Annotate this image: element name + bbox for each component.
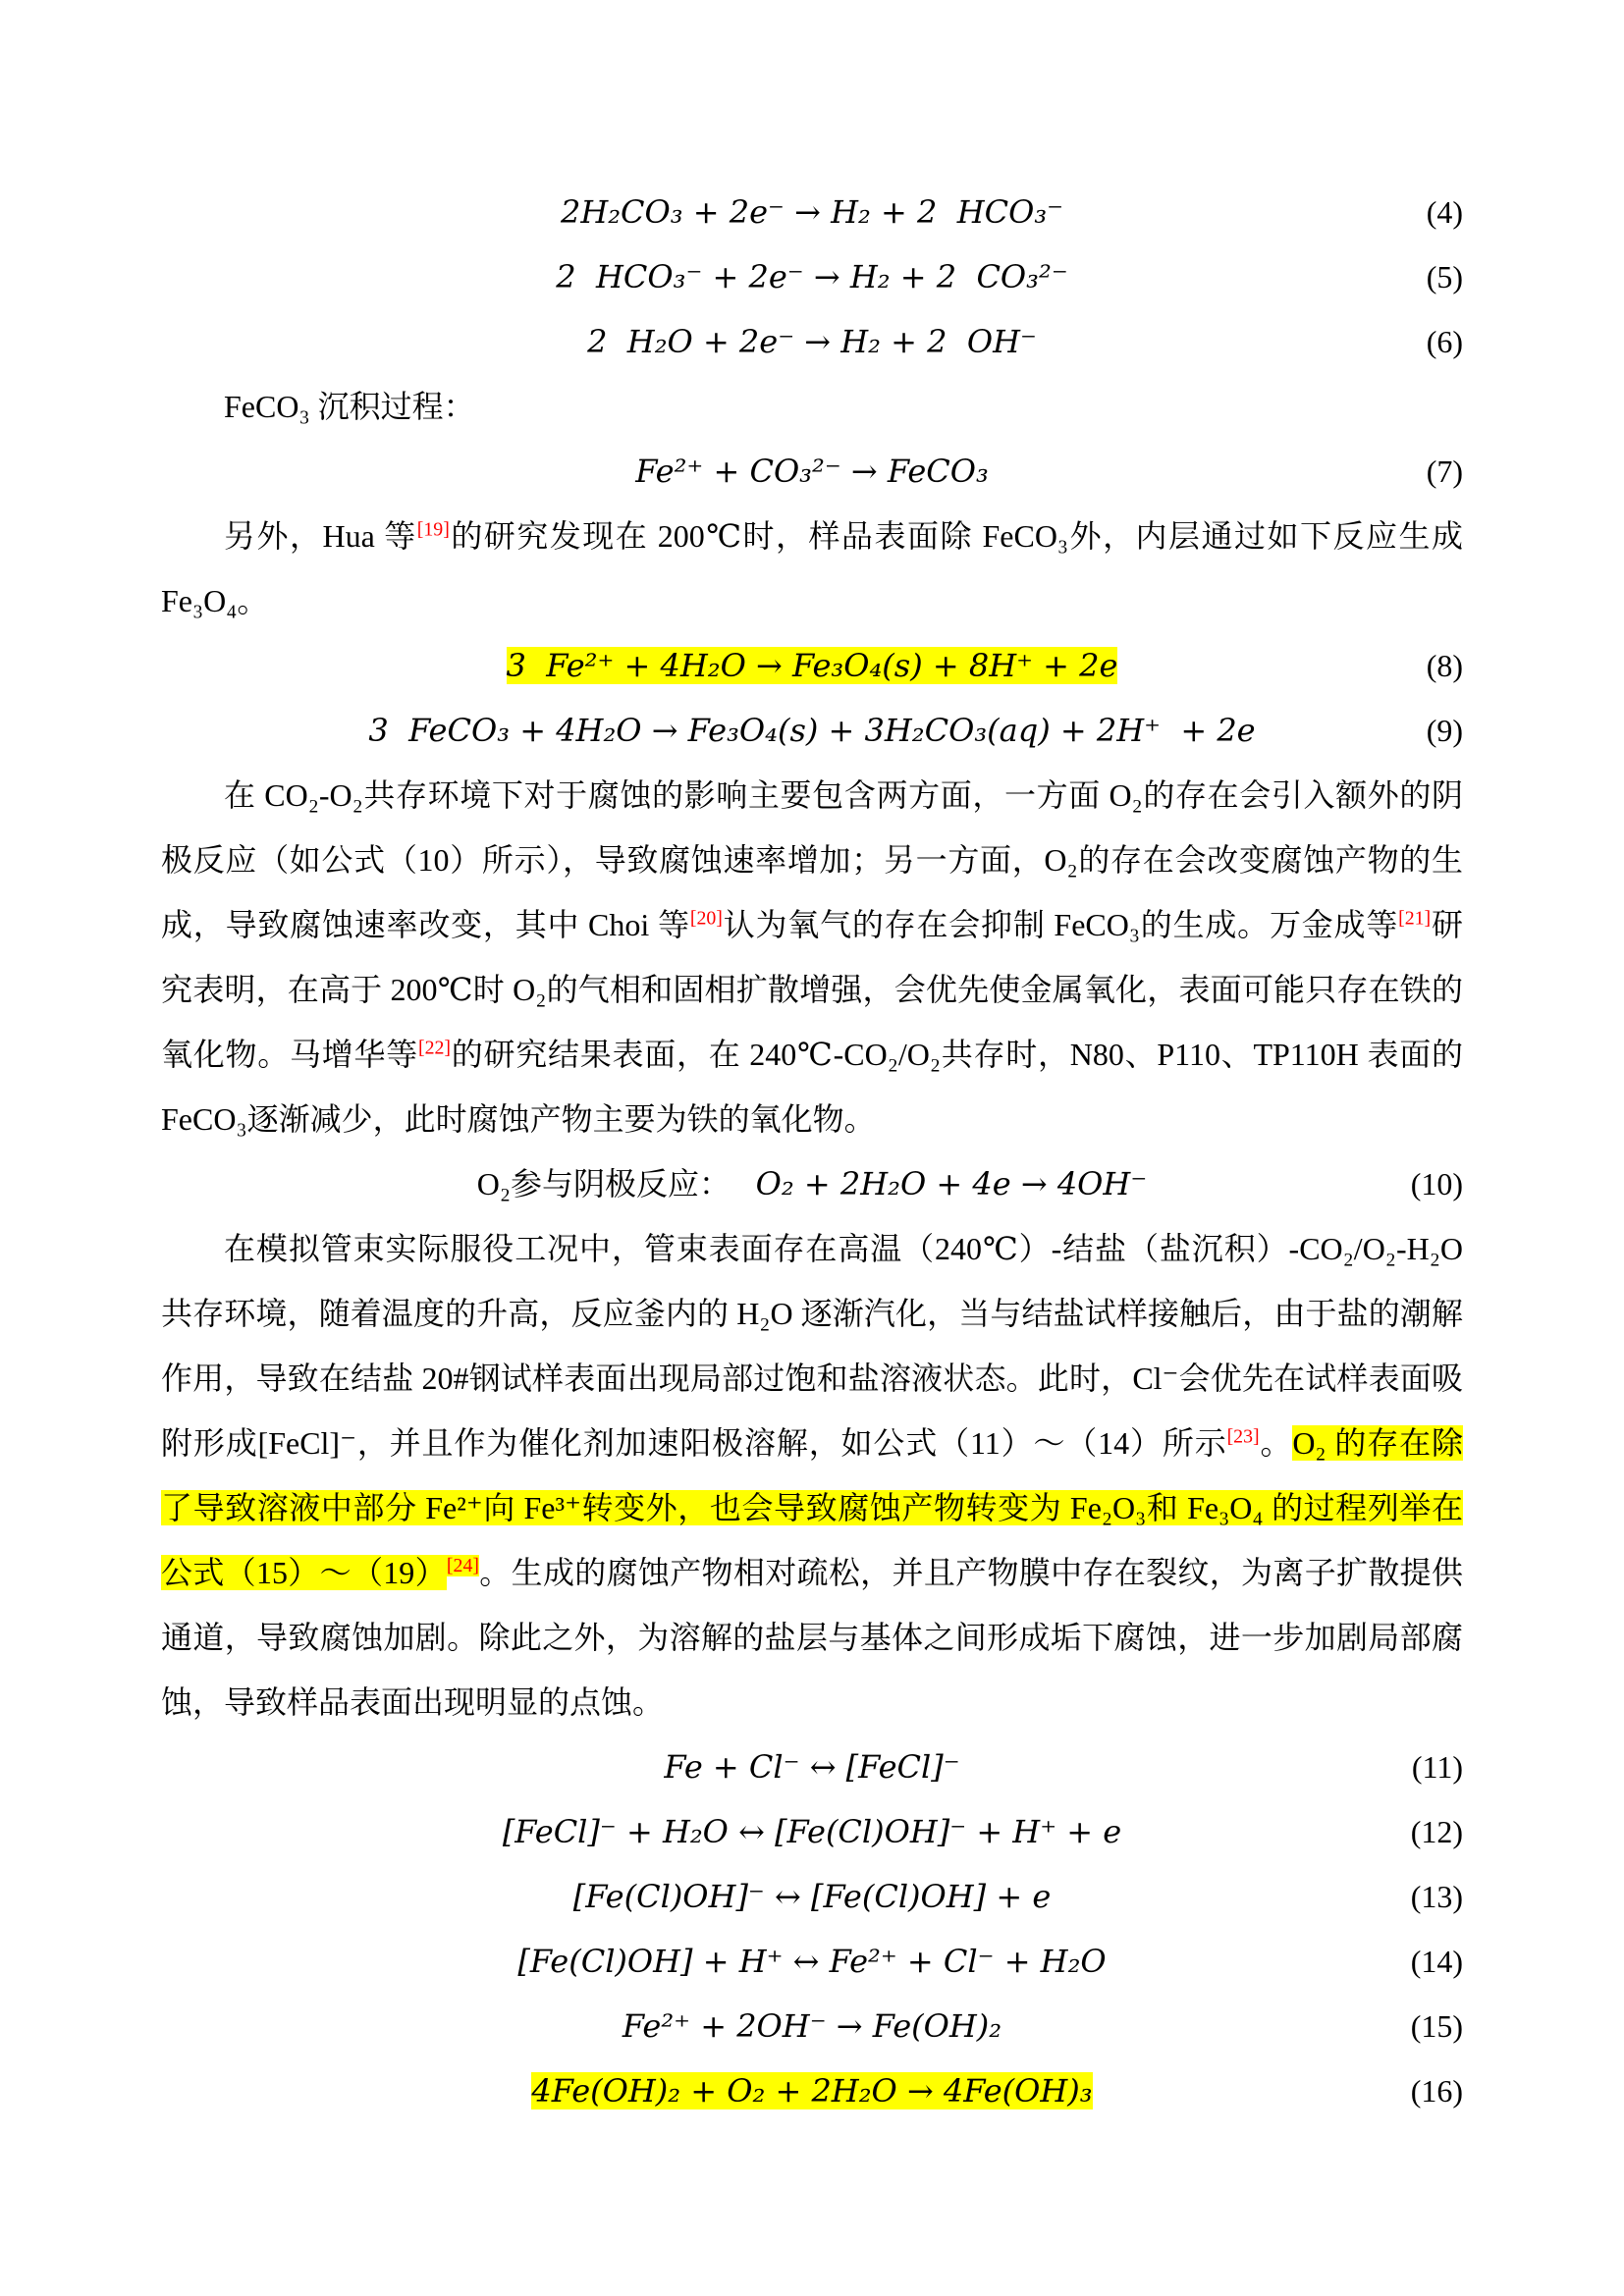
- equation-13-number: (13): [1410, 1879, 1463, 1914]
- text-run: 的研究结果表面，在 240℃-CO₂/O₂共存时，N80、P110、TP110H 表面的 FeCO₃逐渐减少，此时腐蚀产物主要为铁的氧化物。: [161, 1037, 1463, 1137]
- citation-19: [19]: [416, 518, 450, 541]
- equation-12: [161, 1799, 1463, 1864]
- text-run: 认为氧气的存在会抑制 FeCO₃的生成。万金成等: [722, 907, 1399, 942]
- feco3-deposition-label: [161, 374, 1463, 439]
- equation-15-formula: Fe²⁺ + 2OH⁻ → Fe(OH)₂: [622, 2007, 1002, 2045]
- equation-10-number: (10): [1410, 1166, 1463, 1201]
- equation-4: [161, 180, 1463, 244]
- equation-7-formula: Fe²⁺ + CO₃²⁻ → FeCO₃: [635, 453, 989, 490]
- equation-14-number: (14): [1410, 1944, 1463, 1979]
- text-run: 在模拟管束实际服役工况中，管束表面存在高温（240℃）-结盐（盐沉积）-CO₂/O₂-H₂O 共存环境，随着温度的升高，反应釜内的 H₂O 逐渐汽化，当与结盐试样接触后，由于盐的潮解作用，导致在结盐 20#钢试样表面出现局部过饱和盐溶液状态。此时，Cl⁻会优先在试样表面吸附形成[FeCl]⁻，并且作为催化剂加速阳极溶解，如公式（11）～（14）所示: [161, 1231, 1463, 1461]
- equation-7-number: (7): [1426, 454, 1463, 489]
- equation-10-formula: O₂ + 2H₂O + 4e → 4OH⁻: [755, 1165, 1148, 1202]
- citation-20: [20]: [689, 907, 723, 930]
- paragraph-simulated-service: [161, 1216, 1463, 1735]
- equation-6-formula: 2 H₂O + 2e⁻ → H₂ + 2 OH⁻: [587, 323, 1037, 360]
- text-run: 的研究发现在 200℃时，样品表面除 FeCO₃外，内层通过如下反应生成 Fe₃O₄。: [161, 518, 1463, 618]
- text-run: 。生成的腐蚀产物相对疏松，并且产物膜中存在裂纹，为离子扩散提供通道，导致腐蚀加剧。除此之外，为溶解的盐层与基体之间形成垢下腐蚀，进一步加剧局部腐蚀，导致样品表面出现明显的点蚀。: [161, 1555, 1463, 1720]
- equation-11: [161, 1735, 1463, 1799]
- equation-16-number: (16): [1410, 2073, 1463, 2109]
- equation-13-formula: [Fe(Cl)OH]⁻ ↔ [Fe(Cl)OH] + e: [572, 1878, 1052, 1915]
- equation-9-formula: 3 FeCO₃ + 4H₂O → Fe₃O₄(s) + 3H₂CO₃(aq) + 2H⁺ + 2e: [368, 712, 1256, 749]
- equation-9-number: (9): [1426, 713, 1463, 748]
- text-run: 。: [1259, 1425, 1293, 1461]
- citation-24: [24]: [446, 1555, 479, 1577]
- equation-16-formula-highlighted: 4Fe(OH)₂ + O₂ + 2H₂O → 4Fe(OH)₃: [531, 2072, 1093, 2109]
- equation-8-formula-highlighted: 3 Fe²⁺ + 4H₂O → Fe₃O₄(s) + 8H⁺ + 2e: [506, 647, 1118, 684]
- equation-12-number: (12): [1410, 1814, 1463, 1849]
- equation-7: [161, 439, 1463, 504]
- equation-5-number: (5): [1426, 259, 1463, 294]
- equation-4-number: (4): [1426, 194, 1463, 230]
- paragraph-co2-o2-effects: [161, 763, 1463, 1151]
- equation-6-number: (6): [1426, 324, 1463, 359]
- citation-23: [23]: [1226, 1425, 1260, 1448]
- equation-5-formula: 2 HCO₃⁻ + 2e⁻ → H₂ + 2 CO₃²⁻: [556, 258, 1068, 295]
- equation-11-formula: Fe + Cl⁻ ↔ [FeCl]⁻: [664, 1748, 960, 1786]
- equation-13: [161, 1864, 1463, 1929]
- equation-4-formula: 2H₂CO₃ + 2e⁻ → H₂ + 2 HCO₃⁻: [560, 193, 1064, 231]
- equation-6: [161, 309, 1463, 374]
- equation-10-label: O₂参与阴极反应：: [476, 1166, 731, 1201]
- text-run: 研究表明，在高于 200℃时 O₂的气相和固相扩散增强，会优先使金属氧化，表面可能只存在铁的氧化物。马增华等: [161, 907, 1463, 1072]
- equation-10: [161, 1151, 1463, 1216]
- paragraph-hua-research: [161, 504, 1463, 633]
- citation-22: [22]: [418, 1037, 452, 1059]
- equation-5: [161, 244, 1463, 309]
- equation-8-number: (8): [1426, 648, 1463, 683]
- equation-14-formula: [Fe(Cl)OH] + H⁺ ↔ Fe²⁺ + Cl⁻ + H₂O: [517, 1943, 1107, 1980]
- citation-21: [21]: [1398, 907, 1432, 930]
- equation-14: [161, 1929, 1463, 1994]
- equation-15-number: (15): [1410, 2008, 1463, 2044]
- equation-8: [161, 633, 1463, 698]
- equation-16: [161, 2058, 1463, 2123]
- text-run: 另外，Hua 等: [224, 518, 417, 554]
- equation-11-number: (11): [1411, 1749, 1463, 1785]
- equation-9: [161, 698, 1463, 763]
- highlighted-text-run: O₂ 的存在除了导致溶液中部分 Fe²⁺向 Fe³⁺转变外，也会导致腐蚀产物转变为 Fe₂O₃和 Fe₃O₄ 的过程列举在公式（15）～（19）: [161, 1425, 1463, 1590]
- feco3-deposition-label-text: FeCO₃ 沉积过程：: [224, 389, 475, 424]
- equation-12-formula: [FeCl]⁻ + H₂O ↔ [Fe(Cl)OH]⁻ + H⁺ + e: [502, 1813, 1122, 1850]
- text-run: 在 CO₂-O₂共存环境下对于腐蚀的影响主要包含两方面，一方面 O₂的存在会引入额外的阴极反应（如公式（10）所示），导致腐蚀速率增加；另一方面，O₂的存在会改变腐蚀产物的生成，导致腐蚀速率改变，其中 Choi 等: [161, 777, 1463, 942]
- equation-15: [161, 1994, 1463, 2058]
